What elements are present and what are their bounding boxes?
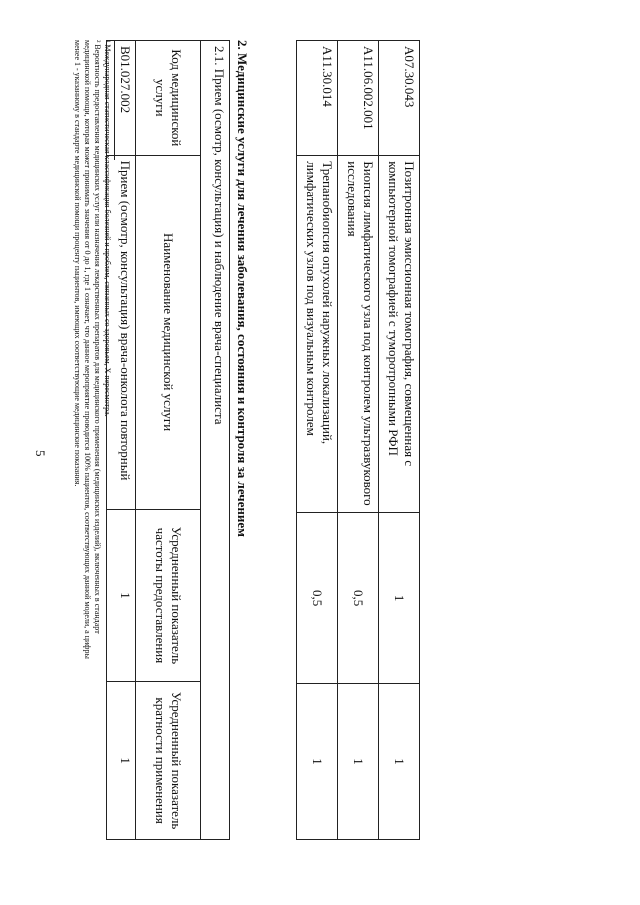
header-multiplicity: Усредненный показатель кратности применения [136, 682, 201, 840]
service-code: B01.027.002 [107, 41, 136, 156]
multiplicity-value: 1 [107, 682, 136, 840]
page-number: 5 [33, 450, 48, 457]
footnote-2: ² Вероятность предоставления медицинских услуг или назначения лекарственных препаратов для медицинского применения (медицинских изделий), включенных в стандарт медицинской помощи, которая может принимать значения от 0 до 1, где 1 означает, что данное мероприятие проводится 100% пациентов, соответствующих данной модели, а цифры менее 1 - указанному в стандарте медицинской помощи проценту пациентов, имеющих соответствующие медицинские показания. [73, 40, 102, 659]
header-frequency: Усредненный показатель частоты предоставления [136, 509, 201, 682]
service-name: Позитронная эмиссионная томография, совмещенная с компьютерной томографией с туморотропными РФП [379, 156, 420, 513]
table-row [379, 41, 420, 840]
services-table-top [296, 40, 420, 840]
service-code: A07.30.043 [379, 41, 420, 156]
frequency-value: 1 [107, 509, 136, 682]
table-row [297, 41, 338, 840]
services-table-section [106, 40, 230, 840]
footnotes [72, 40, 115, 660]
multiplicity-value: 1 [297, 684, 338, 840]
header-name: Наименование медицинской услуги [136, 155, 201, 509]
footnote-1: ¹ Международная статистическая классификация болезней и проблем, связанных со здоровьем, X пересмотра. [103, 40, 112, 417]
header-code: Код медицинской услуги [136, 41, 201, 156]
service-name: Трепанобиопсия опухолей наружных локализаций, лимфатических узлов под визуальным контролем [297, 156, 338, 513]
multiplicity-value: 1 [338, 684, 379, 840]
frequency-value: 0,5 [297, 513, 338, 684]
section-title: 2. Медицинские услуги для лечения заболевания, состояния и контроля за лечением [235, 40, 250, 538]
frequency-value: 1 [379, 513, 420, 684]
subsection-row [201, 41, 230, 840]
multiplicity-value: 1 [379, 684, 420, 840]
table-row [338, 41, 379, 840]
header-row [136, 41, 201, 840]
footnote-divider [114, 40, 115, 160]
service-name: Биопсия лимфатического узла под контролем ультразвукового исследования [338, 156, 379, 513]
service-code: A11.06.002.001 [338, 41, 379, 156]
rotated-page-content [60, 40, 420, 860]
service-code: A11.30.014 [297, 41, 338, 156]
subsection-title: 2.1. Прием (осмотр, консультация) и наблюдение врача-специалиста [201, 41, 230, 840]
frequency-value: 0,5 [338, 513, 379, 684]
service-name: Прием (осмотр, консультация) врача-онколога повторный [107, 155, 136, 509]
